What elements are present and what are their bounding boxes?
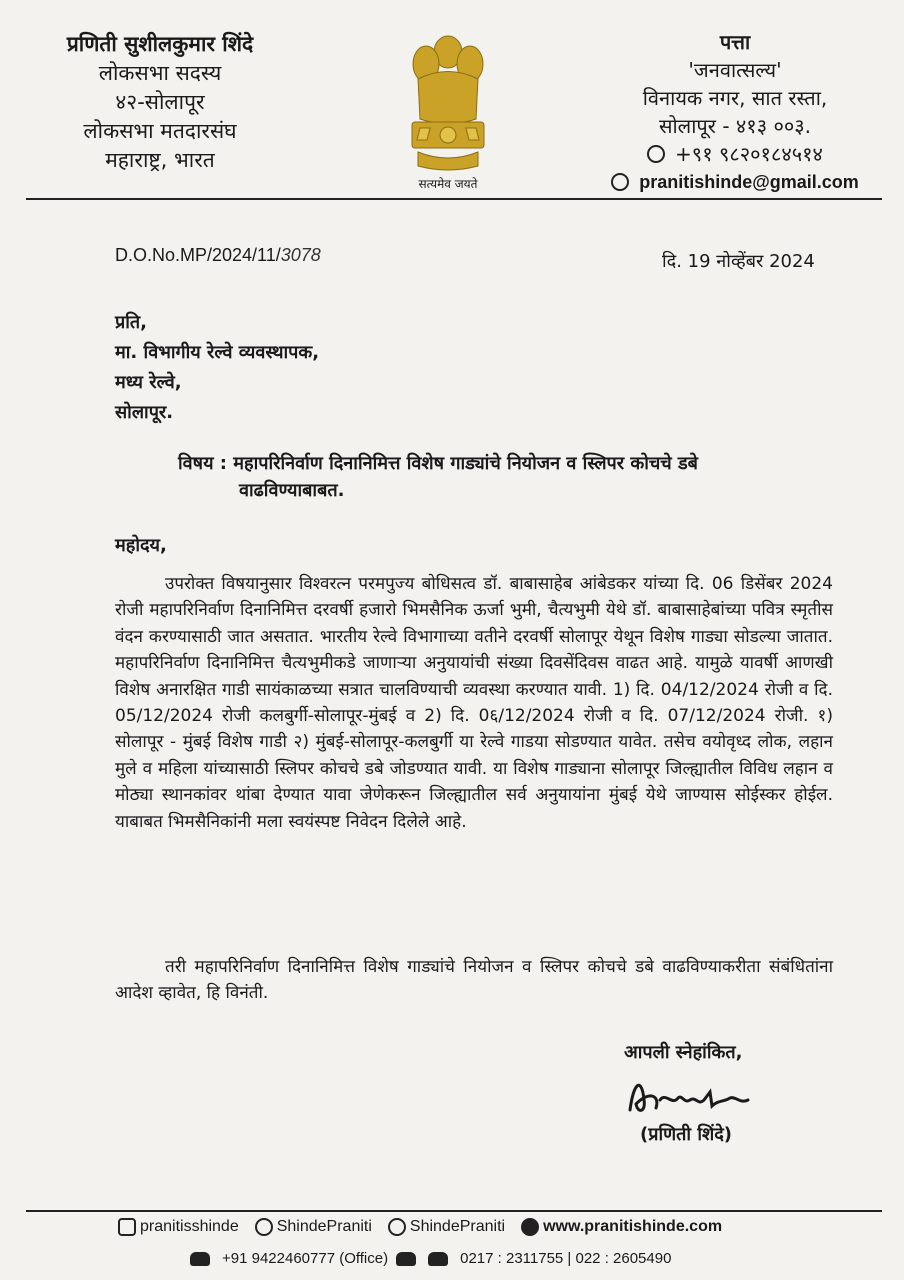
footer-divider bbox=[26, 1210, 882, 1212]
email-icon bbox=[611, 173, 629, 191]
phone-icon bbox=[647, 145, 665, 163]
signatory-name: (प्रणिती शिंदे) bbox=[640, 1124, 733, 1145]
telephone-icon bbox=[190, 1252, 210, 1266]
constituency-number: ४२-सोलापूर bbox=[115, 90, 205, 114]
instagram-icon bbox=[118, 1218, 136, 1236]
facebook-handle: ShindePraniti bbox=[409, 1218, 506, 1236]
constituency-label: लोकसभा मतदारसंघ bbox=[83, 119, 237, 143]
subject-line-2: वाढविण्याबाबत. bbox=[239, 480, 345, 501]
website-url: www.pranitishinde.com bbox=[543, 1218, 723, 1236]
x-icon bbox=[255, 1218, 273, 1236]
lion-capital-icon bbox=[398, 24, 498, 194]
addressee-title: मा. विभागीय रेल्वे व्यवस्थापक, bbox=[115, 342, 320, 363]
addressee bbox=[115, 308, 319, 428]
header-divider bbox=[26, 198, 882, 200]
addressee-to: प्रति, bbox=[115, 312, 148, 333]
addressee-city: सोलापूर. bbox=[115, 402, 174, 423]
facebook-link[interactable] bbox=[388, 1218, 505, 1236]
handwritten-number: 3078 bbox=[280, 245, 321, 265]
body-paragraph-2: तरी महापरिनिर्वाण दिनानिमित्त विशेष गाड्यांचे नियोजन व स्लिपर कोचचे डबे वाढविण्याकरीता संबंधितांना आदेश व्हावेत, हि विनंती. bbox=[115, 957, 833, 1004]
addressee-org: मध्य रेल्वे, bbox=[115, 372, 182, 393]
mp-name: प्रणिती सुशीलकुमार शिंदे bbox=[66, 32, 254, 56]
reference-prefix: D.O.No.MP/2024/11/ bbox=[115, 245, 281, 265]
address-city-pin: सोलापूर - ४१३ ००३. bbox=[658, 114, 812, 138]
landline-numbers: 0217 : 2311755 | 022 : 2605490 bbox=[460, 1250, 672, 1267]
national-emblem bbox=[398, 24, 498, 194]
footer-phones bbox=[190, 1250, 671, 1267]
address-house: 'जनवात्सल्य' bbox=[688, 58, 782, 82]
reference-number bbox=[115, 245, 321, 266]
instagram-link[interactable] bbox=[118, 1218, 239, 1236]
address-block bbox=[590, 28, 880, 196]
address-label: पत्ता bbox=[719, 30, 751, 54]
globe-icon bbox=[521, 1218, 539, 1236]
subject-line-1: विषय : महापरिनिर्वाण दिनानिमित्त विशेष गाड्यांचे नियोजन व स्लिपर कोचचे डबे bbox=[178, 453, 698, 474]
email-row bbox=[590, 168, 880, 196]
phone-row bbox=[590, 140, 880, 168]
salutation: महोदय, bbox=[115, 535, 167, 556]
website-link[interactable] bbox=[521, 1218, 722, 1236]
emblem-motto: सत्यमेव जयते bbox=[418, 177, 478, 191]
email-address: pranitishinde@gmail.com bbox=[639, 172, 859, 192]
signature-image bbox=[620, 1070, 760, 1120]
letter-date: दि. 19 नोव्हेंबर 2024 bbox=[662, 251, 815, 272]
facebook-icon bbox=[388, 1218, 406, 1236]
social-links bbox=[118, 1218, 722, 1236]
x-link[interactable] bbox=[255, 1218, 372, 1236]
mp-details bbox=[30, 30, 290, 175]
telephone-icon bbox=[396, 1252, 416, 1266]
instagram-handle: pranitisshinde bbox=[140, 1218, 239, 1236]
address-area: विनायक नगर, सात रस्ता, bbox=[642, 86, 828, 110]
x-handle: ShindePraniti bbox=[276, 1218, 372, 1236]
office-phone: +91 9422460777 (Office) bbox=[222, 1250, 389, 1267]
subject bbox=[178, 450, 838, 504]
body-paragraph-1: उपरोक्त विषयानुसार विश्वरत्न परमपुज्य बोधिसत्व डॉ. बाबासाहेब आंबेडकर यांच्या दि. 06 डिसेंबर 2024 रोजी महापरिनिर्वाण दिनानिमित्त दरवर्षी हजारो भिमसैनिक ऊर्जा भुमी, चैत्यभुमी येथे डॉ. बाबासाहेबांच्या पवित्र स्मृतीस वंदन करण्यासाठी जात असतात. भारतीय रेल्वे विभागाच्या वतीने दरवर्षी सोलापूर येथून विशेष गाड्या सोडल्या जातात. महापरिनिर्वाण दिनानिमित्त चैत्यभुमीकडे जाणाऱ्या अनुयायांची संख्या दिवसेंदिवस वाढत आहे. यामुळे यावर्षी आणखी विशेष अनारक्षित गाडी सायंकाळच्या सत्रात चालविण्याची व्यवस्था करण्यात यावी. 1) दि. 04/12/2024 रोजी व दि. 05/12/2024 रोजी कलबुर्गी-सोलापूर-मुंबई व 2) दि. 0६/12/2024 रोजी व दि. 07/12/2024 रोजी. १) सोलापूर - मुंबई विशेष गाडी २) मुंबई-सोलापूर-कलबुर्गी या रेल्वे गाडया सोडण्यात यावेत. तसेच वयोवृध्द लोक, लहान मुले व महिला यांच्यासाठी स्लिपर कोचचे डबे जोडण्यात यावी. या विशेष गाड्याना सोलापूर जिल्ह्यातील विविध लहान व मोठ्या स्थानकांवर थांबा देण्यात यावा जेणेकरून जिल्ह्यातील सर्व अनुयायांना मुंबई येथे जाण्यास सोईस्कर होईल. याबाबत भिमसैनिकांनी मला स्वयंस्पष्ट निवेदन दिलेले आहे. bbox=[115, 574, 833, 832]
state-country: महाराष्ट्र, भारत bbox=[105, 148, 215, 172]
telephone-icon bbox=[428, 1252, 448, 1266]
closing: आपली स्नेहांकित, bbox=[624, 1042, 743, 1063]
phone-number: +९१ ९८२०१८४५१४ bbox=[675, 142, 823, 166]
signature-icon bbox=[620, 1070, 760, 1120]
mp-designation: लोकसभा सदस्य bbox=[98, 61, 222, 85]
